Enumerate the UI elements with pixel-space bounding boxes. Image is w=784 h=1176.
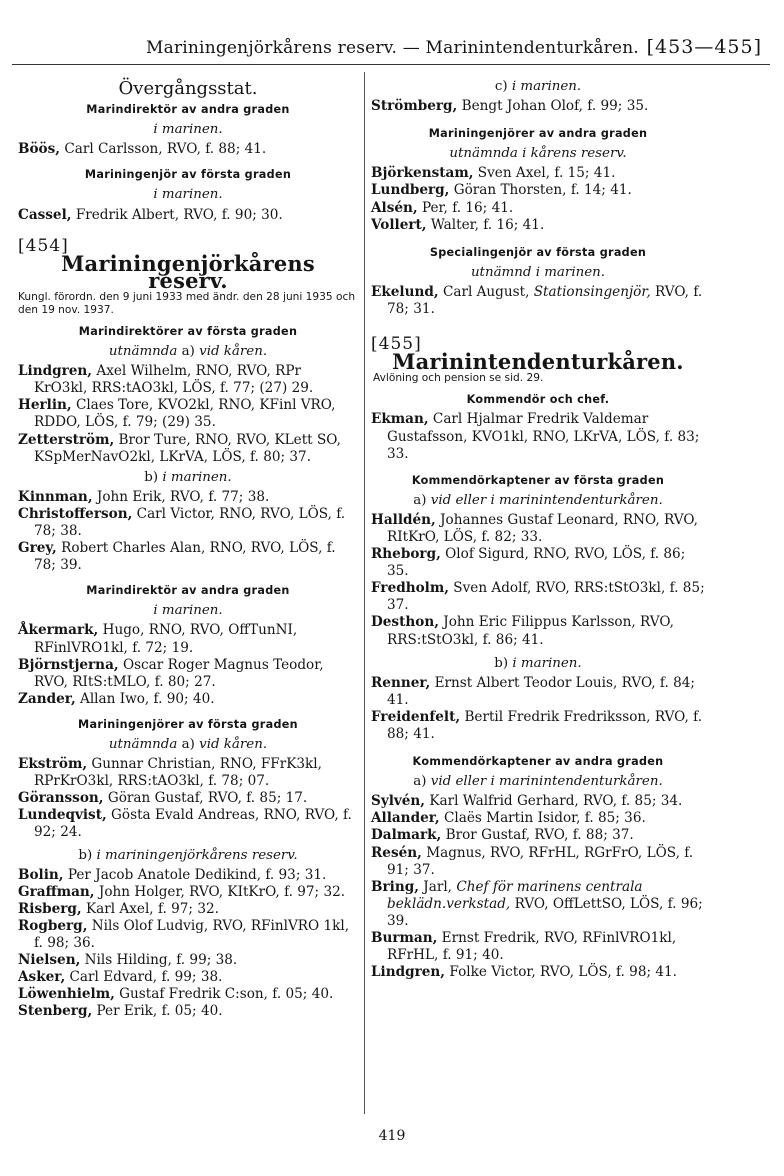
subheading: i marinen. [153,187,223,203]
entry [18,489,358,506]
entry [18,207,358,224]
entry-text: Karl Axel, f. 97; 32. [86,900,219,917]
section-title: Mariningenjörkårens reserv. [61,250,315,293]
rank-heading: Mariningenjör av första graden [84,168,292,182]
entry-text: Ernst Albert Teodor Louis, RVO, f. 84; 41. [387,674,695,708]
entry-text: Per Jacob Anatole Dedikind, f. 93; 31. [67,866,327,883]
entry-name: Lundberg, [371,182,450,199]
entry-name: Asker, [18,969,66,986]
entry-name: Herlin, [18,397,72,414]
header-title: Mariningenjörkårens reserv. — Marinintendenturkåren. [146,38,640,58]
entry-text: Ernst Fredrik, RVO, RFinlVRO1kl, RFrHL, f. 91; 40. [387,930,677,964]
entry-name: Ekelund, [371,283,439,300]
entry [18,952,358,969]
rank-heading: Marindirektör av andra graden [86,103,290,117]
entry [371,793,705,810]
entry-name: Dalmark, [371,827,442,844]
entry-name: Björkenstam, [371,165,474,182]
subheading-part: i marinen. [511,79,582,94]
entry [371,217,705,234]
entry [371,845,705,879]
entry [18,506,358,540]
entry-name: Freidenfelt, [371,708,461,725]
entry-name: Allander, [371,810,440,827]
entry [18,884,358,901]
entry-text: Carl Edvard, f. 99; 38. [69,969,223,986]
entry-name: Rheborg, [371,546,441,563]
entry-text: Carl Hjalmar Fredrik Valdemar Gustafsson, KVO1kl, RNO, LKrVA, LÖS, f. 83; 33. [387,411,700,462]
rank-heading: Kommendörkaptener av första graden [411,473,665,487]
entry-text: Göran Thorsten, f. 14; 41. [453,182,632,199]
entry-name: Zetterström, [18,431,115,448]
entry [18,867,358,884]
entry-text: Gustaf Fredrik C:son, f. 05; 40. [119,986,334,1003]
entry [18,969,358,986]
entry-name: Björnstjerna, [18,656,119,673]
subheading-letter: b) [494,655,509,671]
entry-text: Gunnar Christian, RNO, FFrK3kl, RPrKrO3kl, RRS:tAO3kl, f. 78; 07. [34,756,322,790]
subheading-letter: b) [144,469,159,485]
entry-text: Sven Axel, f. 15; 41. [477,165,616,182]
subheading [18,469,358,486]
page-number: 419 [378,1128,406,1144]
running-header [0,32,784,64]
entry-text: Oscar Roger Magnus Teodor, RVO, RItS:tMLO, f. 80; 27. [34,656,324,690]
section-note: Kungl. förordn. den 9 juni 1933 med ändr. den 28 juni 1935 och den 19 nov. 1937. [18,290,356,316]
subheading-letter: a) [181,737,195,752]
entry-text: RVO, f. 78; 31. [387,283,703,318]
entry-text: Axel Wilhelm, RNO, RVO, RPr KrO3kl, RRS:tAO3kl, LÖS, f. 77; (27) 29. [34,363,314,397]
entry-name: Bolin, [18,866,64,883]
entry-name: Strömberg, [371,98,458,115]
column-divider [364,72,365,1114]
entry-name: Lindgren, [371,964,446,981]
entry-text: John Holger, RVO, KItKrO, f. 97; 32. [98,883,346,900]
subheading [18,847,358,864]
subheading [371,78,705,95]
entry-name: Vollert, [371,216,427,233]
entry-text: Allan Iwo, f. 90; 40. [80,690,215,707]
entry-name: Ekman, [371,411,429,428]
entry-text: Per, f. 16; 41. [421,199,514,216]
entry [371,964,705,981]
entry-name: Åkermark, [18,622,99,639]
entry-name: Christofferson, [18,505,133,522]
entry [18,1003,358,1020]
entry-text: Per Erik, f. 05; 40. [96,1003,223,1020]
entry-text: Nils Hilding, f. 99; 38. [84,952,238,969]
section-title: Marinintendenturkåren. [392,349,684,375]
subheading-part: vid kåren. [199,737,268,752]
subheading-part: i mariningenjörkårens reserv. [96,847,298,863]
entry-text: Bengt Johan Olof, f. 99; 35. [461,98,649,115]
entry-name: Grey, [18,540,57,557]
entry-text: Walter, f. 16; 41. [430,216,545,233]
subheading-letter: c) [494,79,508,94]
rank-heading: Specialingenjör av första graden [429,245,647,259]
entry-name: Desthon, [371,614,439,631]
entry [18,691,358,708]
subheading-letter: a) [181,344,195,360]
entry-text: John Eric Filippus Karlsson, RVO, RRS:tStO3kl, f. 86; 41. [387,614,675,648]
section-number: [455] [371,334,422,355]
entry [371,580,705,614]
entry-name: Lundeqvist, [18,807,107,824]
entry-name: Löwenhielm, [18,986,115,1003]
entry-name: Risberg, [18,900,82,917]
entry-text: Sven Adolf, RVO, RRS:tStO3kl, f. 85; 37. [387,580,705,614]
entry [371,675,705,709]
entry-name: Ekström, [18,756,88,773]
entry-name: Göransson, [18,790,104,807]
rank-heading: Marindirektörer av första graden [78,324,298,338]
subheading: utnämnda i kårens reserv. [449,146,627,162]
entry-text: Bror Gustaf, RVO, f. 88; 37. [445,827,634,844]
header-rule [12,64,770,65]
entry-name: Kinnman, [18,488,93,505]
entry-text: Gösta Evald Andreas, RNO, RVO, f. 92; 24. [34,807,352,841]
subheading-part: i marinen. [162,469,232,485]
rank-heading: Mariningenjörer av första graden [78,717,298,731]
entry-text: Robert Charles Alan, RNO, RVO, LÖS, f. 78; 39. [34,540,336,574]
entry [371,411,705,462]
entry-text: Bertil Fredrik Fredriksson, RVO, f. 88; 41. [387,708,703,742]
subheading [371,773,705,790]
entry [18,397,358,431]
entry-text: Magnus, RVO, RFrHL, RGrFrO, LÖS, f. 91; 37. [387,844,694,878]
subheading-letter: a) [413,492,427,508]
entry-title: Stationsingenjör, [533,283,651,300]
entry [371,546,705,580]
entry [371,810,705,827]
entry [18,986,358,1003]
entry-text: RVO, OffLettSO, LÖS, f. 96; 39. [387,895,703,929]
entry [371,98,705,115]
entry-name: Bring, [371,878,419,895]
entry-name: Graffman, [18,883,95,900]
entry-text: Johannes Gustaf Leonard, RNO, RVO, RItKrO, LÖS, f. 82; 33. [387,511,699,545]
subheading [371,655,705,672]
entry [18,790,358,807]
entry [371,709,705,743]
entry-text: Fredrik Albert, RVO, f. 90; 30. [75,206,283,223]
subheading-part: utnämnda [108,344,178,360]
subheading [371,492,705,509]
entry [371,165,705,182]
entry [18,622,358,656]
entry-name: Böös, [18,141,61,158]
header-page-range: [453—455] [646,36,762,58]
entry-text: Bror Ture, RNO, RVO, KLett SO, KSpMerNavO2kl, LKrVA, LÖS, f. 80; 37. [34,431,341,465]
entry-text: Carl August, [442,283,530,300]
subheading-part: i marinen. [512,655,582,671]
entry-name: Rogberg, [18,917,88,934]
subheading: utnämnd i marinen. [470,264,606,280]
entry-text: Carl Victor, RNO, RVO, LÖS, f. 78; 38. [34,505,346,539]
entry-name: Nielsen, [18,952,81,969]
subheading-letter: a) [413,774,427,790]
entry-text: John Erik, RVO, f. 77; 38. [96,488,270,505]
entry [18,141,358,158]
rank-heading: Kommendörkaptener av andra graden [412,755,664,769]
entry [371,930,705,964]
rank-heading: Kommendör och chef. [466,393,610,407]
subheading [18,736,358,753]
subheading [18,343,358,360]
entry-text: Claes Tore, KVO2kl, RNO, KFinl VRO, RDDO, LÖS, f. 79; (29) 35. [34,397,336,431]
subheading-letter: b) [78,847,93,863]
entry-text: Hugo, RNO, RVO, OffTunNI, RFinlVRO1kl, f. 72; 19. [34,622,298,656]
entry [371,827,705,844]
entry [371,879,705,930]
entry-text: Nils Olof Ludvig, RVO, RFinlVRO 1kl, f. 98; 36. [34,917,350,952]
entry [18,901,358,918]
entry-name: Halldén, [371,511,436,528]
entry [18,540,358,574]
rank-heading: Marindirektör av andra graden [86,584,290,598]
section-note: Avlöning och pension se sid. 29. [373,372,544,385]
entry-text: Olof Sigurd, RNO, RVO, LÖS, f. 86; 35. [387,546,686,580]
entry-text: Göran Gustaf, RVO, f. 85; 17. [107,790,308,807]
entry-name: Zander, [18,690,76,707]
entry-name: Renner, [371,674,431,691]
section-number: [454] [18,235,69,256]
entry-text: Karl Walfrid Gerhard, RVO, f. 85; 34. [429,793,683,810]
entry [18,756,358,790]
entry-name: Cassel, [18,206,72,223]
entry-name: Burman, [371,930,438,947]
subheading: i marinen. [153,122,223,138]
entry-name: Lindgren, [18,363,93,380]
entry [371,200,705,217]
entry-name: Alsén, [371,199,418,216]
entry [18,432,358,466]
subheading-part: utnämnda [108,737,178,752]
right-column [371,74,705,981]
entry-text: Folke Victor, RVO, LÖS, f. 98; 41. [449,964,677,981]
entry [18,657,358,691]
entry-name: Resén, [371,844,422,861]
rank-heading: Mariningenjörer av andra graden [428,127,648,141]
entry [371,284,705,318]
subheading: i marinen. [153,603,223,619]
entry [371,182,705,199]
left-column [18,74,358,1021]
entry-name: Stenberg, [18,1003,93,1020]
section-heading: Övergångsstat. [118,78,258,99]
entry-text: Carl Carlsson, RVO, f. 88; 41. [64,141,267,158]
subheading-part: vid eller i marinintendenturkåren. [430,774,663,790]
entry [18,807,358,841]
entry [371,614,705,648]
entry-name: Fredholm, [371,580,449,597]
subheading-part: vid eller i marinintendenturkåren. [430,492,663,508]
entry-name: Sylvén, [371,793,426,810]
entry [371,512,705,546]
entry [18,363,358,397]
subheading-part: vid kåren. [199,344,268,360]
entry [18,918,358,952]
entry-title: Chef för marinens centrala beklädn.verkstad, [387,878,643,912]
entry-text: Jarl, [423,878,452,895]
entry-text: Claës Martin Isidor, f. 85; 36. [443,810,646,827]
